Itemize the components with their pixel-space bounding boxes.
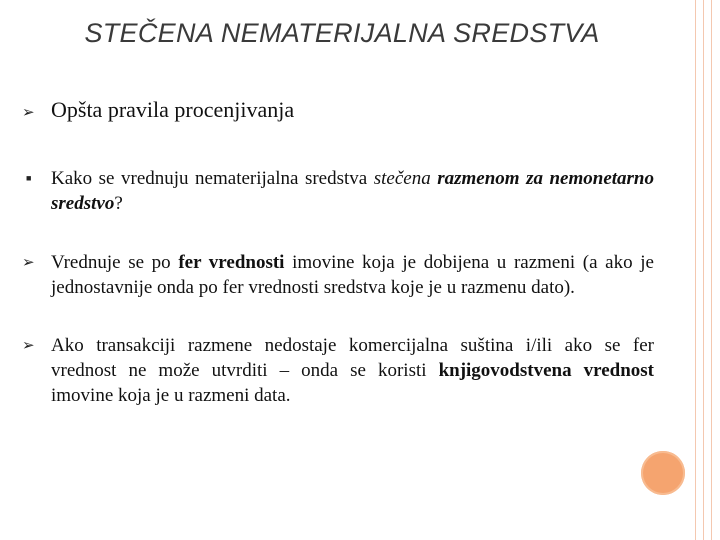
right-border-line (695, 0, 696, 540)
heading-text: Opšta pravila procenjivanja (51, 97, 295, 122)
text-run: imovine koja je dobijena u razmeni (a ako je jednostavnije onda po fer vrednosti sredstva koje je u razmenu dato). (51, 252, 654, 298)
text-run: imovine koja je u razmeni data. (51, 385, 291, 406)
square-bullet-icon: ■ (26, 173, 32, 183)
arrow-bullet-icon: ➢ (22, 336, 35, 354)
arrow-bullet-icon: ➢ (22, 103, 35, 121)
arrow-bullet-icon: ➢ (22, 253, 35, 271)
text-run: Ako transakciji razmene nedostaje komercijalna suština i/ili ako se fer vrednost ne može utvrditi – onda se koristi (51, 335, 654, 381)
text-run-bold-italic: razmenom za nemonetarno sredstvo (51, 168, 654, 214)
text-run: ? (114, 193, 123, 214)
text-run-italic: stečena (373, 168, 431, 189)
slide-title: STEČENA NEMATERIJALNA SREDSTVA (84, 18, 600, 48)
right-border-line (711, 0, 712, 540)
item-text (51, 333, 654, 408)
right-border-line (703, 0, 704, 540)
decorative-circle (641, 451, 685, 495)
item-text (51, 250, 654, 300)
list-item (22, 250, 654, 300)
text-run: Kako se vrednuju nematerijalna sredstva (51, 168, 374, 189)
text-run-bold: knjigovodstvena vrednost (438, 360, 655, 381)
list-item (22, 333, 654, 408)
item-text (51, 166, 654, 216)
list-item (22, 166, 654, 216)
text-run: Vrednuje se po (51, 252, 179, 273)
text-run-bold: fer vrednosti (178, 252, 285, 273)
list-item-heading (22, 97, 654, 122)
